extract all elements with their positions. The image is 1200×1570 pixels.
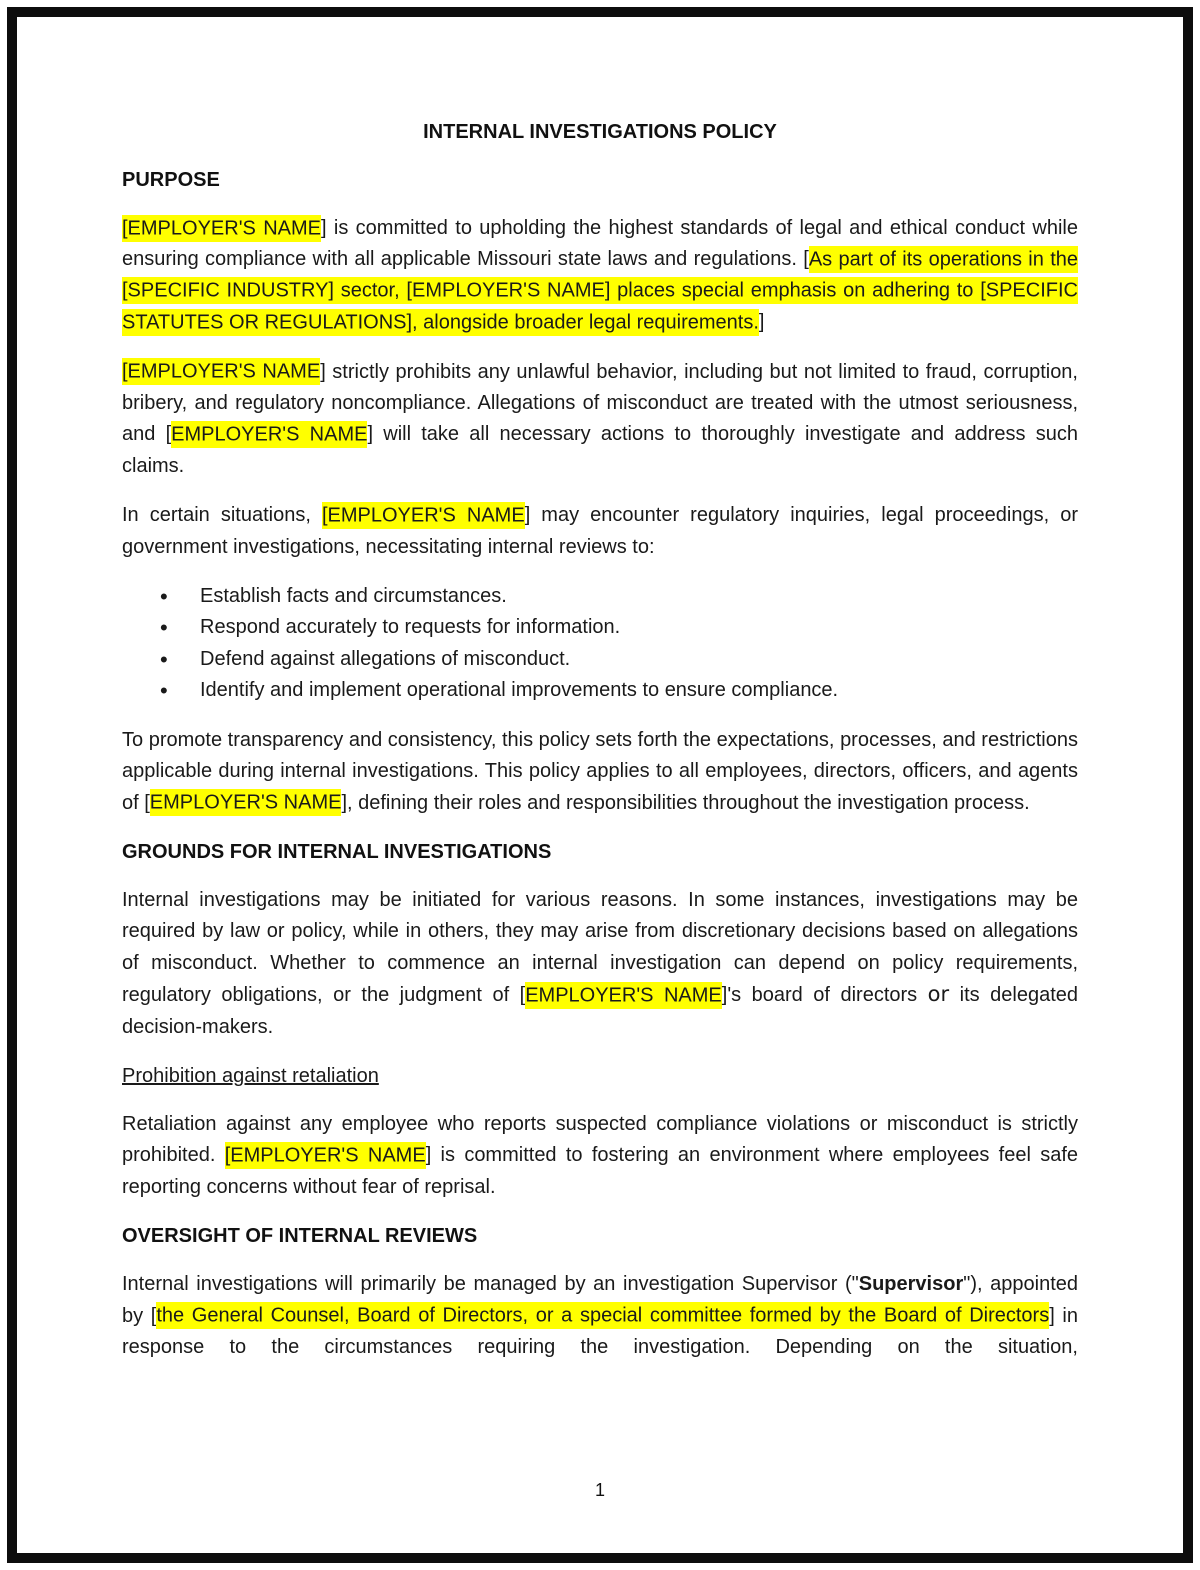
highlighted-placeholder: EMPLOYER'S NAME [171,421,367,448]
text-segment: ] [758,311,765,334]
text-segment: its delegated decision-makers. [122,984,1079,1038]
paragraph [122,213,1078,339]
text-segment: or [927,982,950,1007]
text-segment: Retaliation against any employee who reports suspected compliance violations or misconduct is strictly prohibited. [122,1112,1078,1167]
text-segment: ], defining their roles and responsibilities throughout the investigation process. [341,791,1030,814]
text-segment: ] is committed to upholding the highest standards of legal and ethical conduct while ensuring compliance with all applicable Missouri state laws and regulations. [ [122,217,1078,271]
document-title: INTERNAL INVESTIGATIONS POLICY [423,121,777,143]
paragraph [122,885,1078,1043]
section-heading: PURPOSE [122,169,220,191]
text-segment: ] may encounter regulatory inquiries, legal proceedings, or government investigations, necessitating internal reviews to: [122,504,1078,558]
text-segment: ] strictly prohibits any unlawful behavior, including but not limited to fraud, corruption, bribery, and regulatory noncompliance. Allegations of misconduct are treated with the utmost seriousness, and [ [122,360,1078,446]
text-segment: Internal investigations will primarily be managed by an investigation Supervisor (" [122,1273,859,1296]
highlighted-placeholder: [EMPLOYER'S NAME [225,1142,426,1169]
highlighted-placeholder: EMPLOYER'S NAME [150,789,342,816]
text-segment: ] is committed to fostering an environment where employees feel safe reporting concerns without fear of reprisal. [122,1144,1078,1198]
highlighted-placeholder: [EMPLOYER'S NAME [122,215,321,242]
text-segment: To promote transparency and consistency, this policy sets forth the expectations, processes, and restrictions applicable during internal investigations. This policy applies to all employees, directors, officers, and agents of [ [122,728,1078,814]
text-segment: ] will take all necessary actions to thoroughly investigate and address such claims. [122,423,1079,477]
document-body [122,165,1078,1363]
document-content [17,17,1183,1363]
paragraph [122,500,1078,563]
paragraph [122,725,1078,819]
text-segment: In certain situations, [122,504,322,527]
text-segment: "), appointed by [ [122,1273,1079,1327]
bullet-item: • Defend against allegations of misconduct. [122,644,1078,675]
text-segment: ] in response to the circumstances requiring the investigation. Depending on the situation, [122,1304,1078,1358]
highlighted-placeholder: As part of its operations in the [SPECIFIC INDUSTRY] sector, [EMPLOYER'S NAME] places special emphasis on adhering to [SPECIFIC STATUTES OR REGULATIONS], alongside broader legal requirements. [122,246,1078,336]
text-segment: ]'s board of directors [721,984,928,1007]
document-page [7,7,1193,1563]
subsection-heading: Prohibition against retaliation [122,1064,379,1087]
section-heading: GROUNDS FOR INTERNAL INVESTIGATIONS [122,840,552,863]
paragraph [122,1269,1078,1363]
paragraph [122,1109,1078,1203]
bullet-item: • Identify and implement operational improvements to ensure compliance. [122,675,1078,706]
section-heading: OVERSIGHT OF INTERNAL REVIEWS [122,1225,478,1248]
bullet-item: • Establish facts and circumstances. [122,581,1078,612]
text-segment: Internal investigations may be initiated for various reasons. In some instances, investigations may be required by law or policy, while in others, they may arise from discretionary decisions based on allegations of misconduct. Whether to commence an internal investigation can depend on policy requirements, regulatory obligations, or the judgment of [ [122,888,1078,1007]
page-number: 1 [594,1480,605,1500]
bullet-list [122,581,1078,707]
highlighted-placeholder: the General Counsel, Board of Directors, or a special committee formed by the Board of Directors [156,1302,1049,1329]
highlighted-placeholder: EMPLOYER'S NAME [525,982,722,1009]
highlighted-placeholder: [EMPLOYER'S NAME [122,358,320,385]
bullet-item: • Respond accurately to requests for information. [122,612,1078,643]
text-segment: Supervisor [858,1273,964,1296]
highlighted-placeholder: [EMPLOYER'S NAME [322,502,525,529]
paragraph [122,357,1078,483]
